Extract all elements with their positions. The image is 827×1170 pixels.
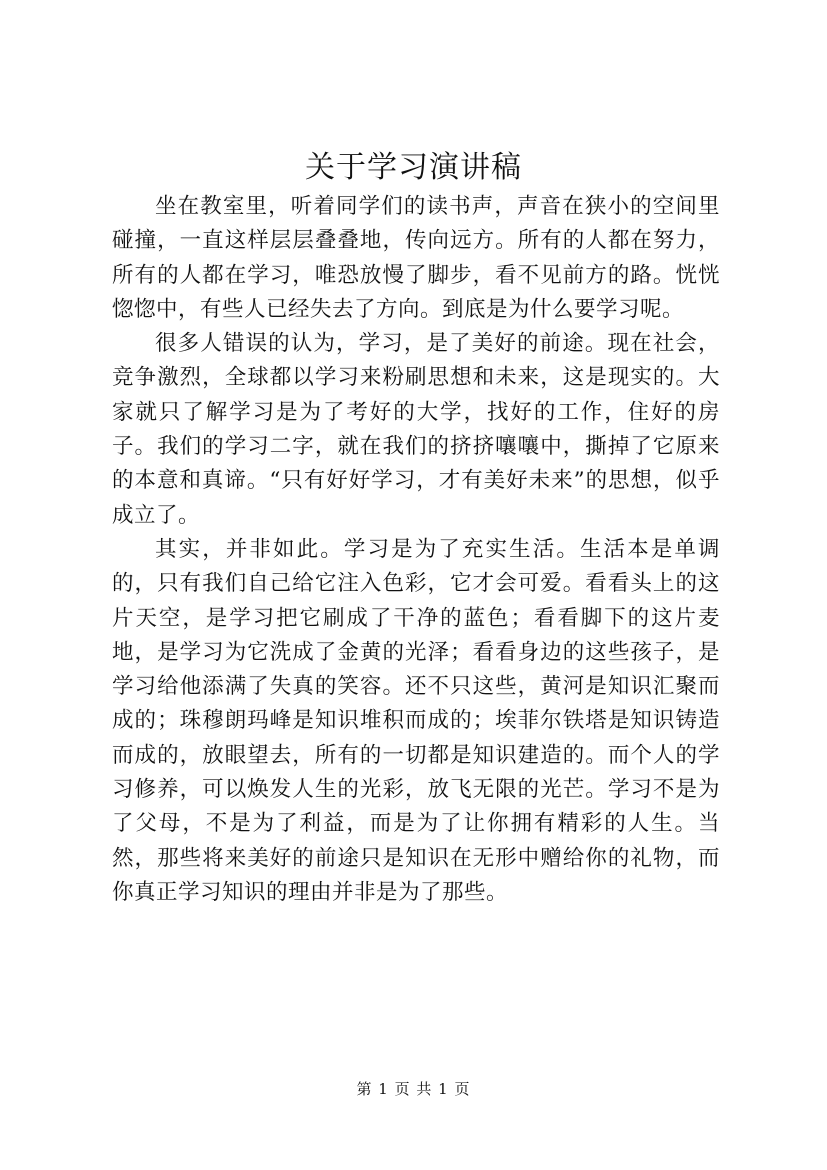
document-title: 关于学习演讲稿 [305, 150, 522, 185]
paragraph-2: 很多人错误的认为，学习，是了美好的前途。现在社会，竞争激烈，全球都以学习来粉刷思想和未来，这是现实的。大家就只了解学习是为了考好的大学，找好的工作，住好的房子。我们的学习二字，就在我们的挤挤嚷嚷中，撕掉了它原来的本意和真谛。“只有好好学习，才有美好未来”的思想，似乎成立了。 [112, 331, 720, 528]
page-footer: 第 1 页 共 1 页 [356, 1080, 471, 1098]
document-body [112, 190, 720, 910]
paragraph-1: 坐在教室里，听着同学们的读书声，声音在狭小的空间里碰撞，一直这样层层叠叠地，传向远方。所有的人都在努力，所有的人都在学习，唯恐放慢了脚步，看不见前方的路。恍恍惚惚中，有些人已经失去了方向。到底是为什么要学习呢。 [112, 194, 720, 322]
paragraph-3: 其实，并非如此。学习是为了充实生活。生活本是单调的，只有我们自己给它注入色彩，它才会可爱。看看头上的这片天空，是学习把它刷成了干净的蓝色；看看脚下的这片麦地，是学习为它洗成了金黄的光泽；看看身边的这些孩子，是学习给他添满了失真的笑容。还不只这些，黄河是知识汇聚而成的；珠穆朗玛峰是知识堆积而成的；埃菲尔铁塔是知识铸造而成的，放眼望去，所有的一切都是知识建造的。而个人的学习修养，可以焕发人生的光彩，放飞无限的光芒。学习不是为了父母，不是为了利益，而是为了让你拥有精彩的人生。当然，那些将来美好的前途只是知识在无形中赠给你的礼物，而你真正学习知识的理由并非是为了那些。 [112, 536, 720, 905]
